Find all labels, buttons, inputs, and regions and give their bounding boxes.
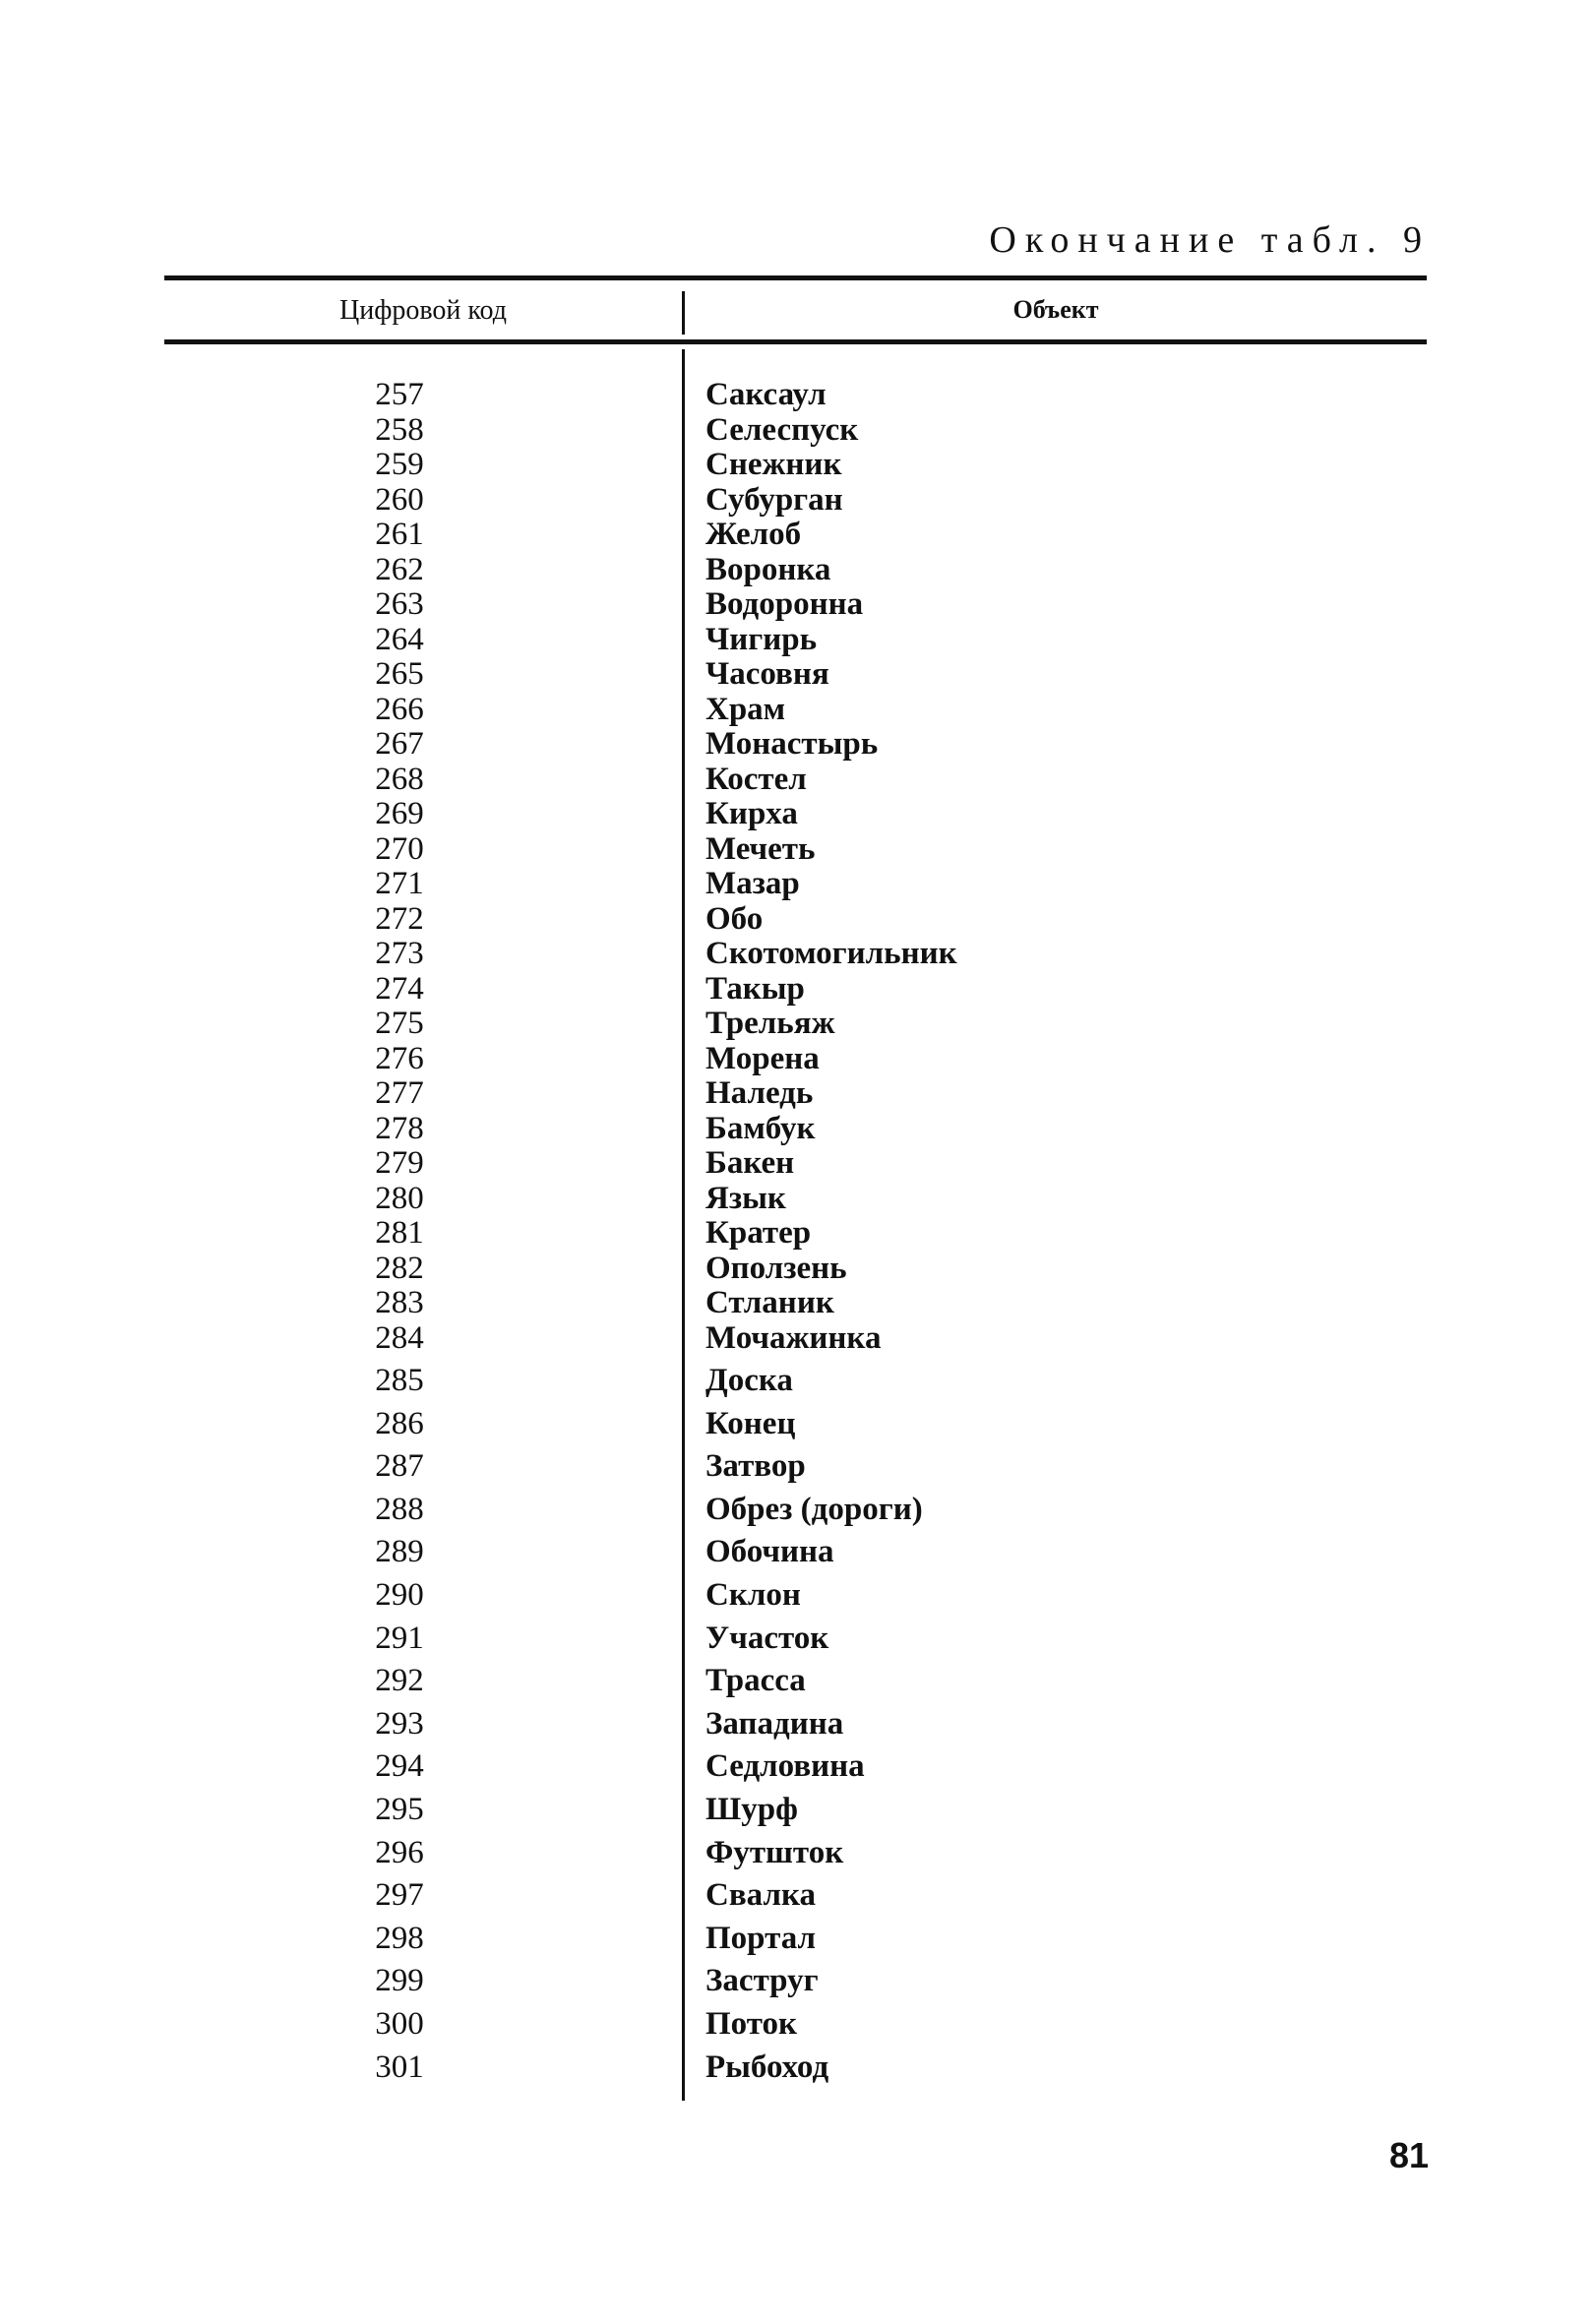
table-row [164, 1215, 1427, 1251]
table-row [164, 831, 1427, 867]
row-object: Мечеть [705, 830, 816, 867]
row-code: 280 [375, 1180, 424, 1216]
table-row [164, 1363, 1427, 1398]
row-object: Субурган [705, 481, 843, 518]
row-code: 291 [375, 1620, 424, 1656]
table-row [164, 1835, 1427, 1870]
table-row [164, 1577, 1427, 1613]
header-bottom-rule [164, 339, 1427, 344]
row-object: Шурф [705, 1792, 798, 1827]
table-top-rule [164, 275, 1427, 280]
row-object: Часовня [705, 656, 829, 692]
row-object: Футшток [705, 1834, 844, 1870]
row-object: Такыр [705, 970, 805, 1007]
table-row [164, 482, 1427, 518]
row-object: Водоронна [705, 586, 864, 622]
table-row [164, 517, 1427, 552]
table-row [164, 1448, 1427, 1484]
table-row [164, 1877, 1427, 1913]
table-row [164, 692, 1427, 727]
table-row [164, 936, 1427, 971]
row-object: Чигирь [705, 621, 818, 657]
row-code: 296 [375, 1834, 424, 1870]
row-object: Обрез (дороги) [705, 1491, 923, 1527]
row-code: 260 [375, 481, 424, 518]
table-row [164, 1792, 1427, 1827]
row-object: Бакен [705, 1145, 795, 1181]
row-code: 300 [375, 2006, 424, 2042]
row-code: 262 [375, 551, 424, 587]
row-object: Затвор [705, 1448, 806, 1485]
row-object: Поток [705, 2006, 798, 2042]
table-row [164, 1963, 1427, 1998]
table-row [164, 1706, 1427, 1742]
row-object: Обочина [705, 1534, 834, 1570]
row-object: Монастырь [705, 726, 879, 762]
row-code: 288 [375, 1491, 424, 1527]
row-code: 263 [375, 586, 424, 622]
row-code: 281 [375, 1215, 424, 1251]
row-code: 284 [375, 1319, 424, 1356]
table-row [164, 377, 1427, 412]
table-row [164, 1921, 1427, 1956]
table-row [164, 1181, 1427, 1216]
table-row [164, 586, 1427, 622]
row-object: Скотомогильник [705, 936, 957, 971]
row-object: Бамбук [705, 1110, 816, 1146]
column-header-object: Объект [1012, 295, 1099, 324]
row-code: 264 [375, 621, 424, 657]
row-code: 285 [375, 1363, 424, 1398]
row-code: 287 [375, 1448, 424, 1485]
row-code: 259 [375, 447, 424, 482]
row-code: 290 [375, 1577, 424, 1613]
table-row [164, 1406, 1427, 1441]
row-code: 298 [375, 1920, 424, 1956]
table-row [164, 1006, 1427, 1041]
row-object: Рыбоход [705, 2049, 829, 2085]
row-code: 301 [375, 2049, 424, 2085]
row-object: Морена [705, 1040, 820, 1076]
table-row [164, 1285, 1427, 1320]
table-row [164, 726, 1427, 762]
row-code: 266 [375, 691, 424, 727]
row-object: Храм [705, 691, 786, 727]
row-code: 294 [375, 1748, 424, 1785]
table-row [164, 866, 1427, 901]
table-row [164, 1492, 1427, 1527]
row-code: 271 [375, 866, 424, 901]
row-object: Воронка [705, 551, 831, 587]
row-code: 273 [375, 936, 424, 971]
table-row [164, 1663, 1427, 1698]
table-row [164, 622, 1427, 657]
table-row [164, 656, 1427, 692]
table-row [164, 1320, 1427, 1356]
row-object: Оползень [705, 1250, 847, 1286]
row-code: 268 [375, 761, 424, 797]
table-row [164, 1251, 1427, 1286]
row-object: Портал [705, 1920, 817, 1956]
table-row [164, 2049, 1427, 2085]
table-row [164, 796, 1427, 831]
row-object: Западина [705, 1705, 844, 1742]
table-row [164, 971, 1427, 1007]
row-code: 283 [375, 1285, 424, 1320]
table-row [164, 762, 1427, 797]
table-row [164, 1748, 1427, 1784]
row-code: 274 [375, 970, 424, 1007]
row-object: Саксаул [705, 377, 827, 412]
row-code: 267 [375, 726, 424, 762]
table-row [164, 1145, 1427, 1181]
row-object: Конец [705, 1405, 796, 1441]
row-object: Трасса [705, 1663, 806, 1699]
row-code: 289 [375, 1534, 424, 1570]
row-object: Трельяж [705, 1006, 835, 1041]
row-code: 299 [375, 1963, 424, 1999]
table-row [164, 552, 1427, 587]
row-object: Селеспуск [705, 411, 859, 448]
row-code: 292 [375, 1663, 424, 1699]
row-code: 279 [375, 1145, 424, 1181]
table-row [164, 447, 1427, 482]
row-object: Язык [705, 1180, 786, 1216]
row-object: Костел [705, 761, 807, 797]
row-code: 275 [375, 1006, 424, 1041]
row-object: Желоб [705, 517, 802, 552]
row-code: 297 [375, 1877, 424, 1914]
row-code: 269 [375, 796, 424, 831]
row-code: 293 [375, 1705, 424, 1742]
table-row [164, 412, 1427, 448]
row-object: Снежник [705, 447, 842, 482]
row-code: 276 [375, 1040, 424, 1076]
page-number: 81 [1388, 2135, 1429, 2175]
row-code: 295 [375, 1792, 424, 1827]
row-object: Мазар [705, 866, 800, 901]
table-caption: Окончание табл. 9 [989, 219, 1431, 261]
row-code: 282 [375, 1250, 424, 1286]
row-code: 258 [375, 411, 424, 448]
table-row [164, 2006, 1427, 2042]
row-code: 257 [375, 377, 424, 412]
table-row [164, 1534, 1427, 1569]
row-object: Седловина [705, 1748, 865, 1785]
row-code: 278 [375, 1110, 424, 1146]
table-row [164, 1111, 1427, 1146]
table-row [164, 1621, 1427, 1656]
row-object: Склон [705, 1577, 801, 1613]
row-object: Заструг [705, 1963, 819, 1999]
row-object: Кратер [705, 1215, 812, 1251]
row-object: Стланик [705, 1285, 834, 1320]
table-row [164, 901, 1427, 937]
row-object: Мочажинка [705, 1319, 882, 1356]
row-code: 265 [375, 656, 424, 692]
row-object: Участок [705, 1620, 829, 1656]
row-code: 277 [375, 1075, 424, 1111]
row-object: Свалка [705, 1877, 816, 1914]
row-object: Обо [705, 900, 764, 937]
row-object: Доска [705, 1363, 793, 1398]
table-row [164, 1041, 1427, 1076]
row-code: 261 [375, 517, 424, 552]
row-code: 272 [375, 900, 424, 937]
row-object: Наледь [705, 1075, 814, 1111]
row-object: Кирха [705, 796, 798, 831]
column-header-code: Цифровой код [339, 295, 507, 326]
table-row [164, 1075, 1427, 1111]
row-code: 286 [375, 1405, 424, 1441]
row-code: 270 [375, 830, 424, 867]
